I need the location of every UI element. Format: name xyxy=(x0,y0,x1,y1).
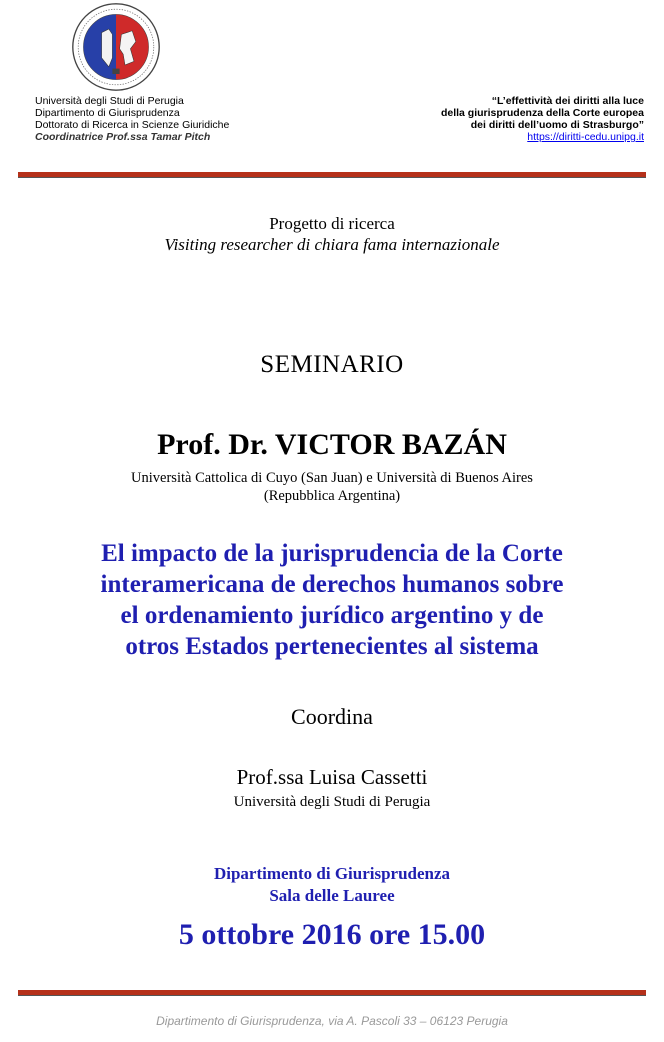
header-doctorate: Dottorato di Ricerca in Scienze Giuridiche xyxy=(35,119,230,131)
header-institution xyxy=(35,95,229,143)
footer-address: Dipartimento di Giurisprudenza, via A. Pascoli 33 – 06123 Perugia xyxy=(156,1014,508,1028)
speaker-affiliation-line-2: (Repubblica Argentina) xyxy=(263,488,401,504)
speaker-affiliation-line-1: Università Cattolica di Cuyo (San Juan) e Università di Buenos Aires xyxy=(131,470,533,486)
header-project-line-1: “L’effettività dei diritti alla luce xyxy=(491,95,644,107)
seminar-title-line-3: el ordenamiento jurídico argentino y de xyxy=(120,602,544,629)
coordinator-label: Coordina xyxy=(291,704,373,729)
project-label: Progetto di ricerca xyxy=(269,214,395,233)
seminar-title xyxy=(0,538,664,662)
header-project-line-3: dei diritti dell’uomo di Strasburgo” xyxy=(470,119,644,131)
event-type: SEMINARIO xyxy=(260,351,404,378)
university-seal-icon xyxy=(71,2,161,92)
seminar-title-line-2: interamericana de derechos humanos sobre xyxy=(100,571,564,598)
header-project-title xyxy=(441,95,644,143)
event-date: 5 ottobre 2016 ore 15.00 xyxy=(178,918,486,951)
seminar-title-line-1: El impacto de la jurisprudencia de la Corte xyxy=(101,540,563,567)
header-department: Dipartimento di Giurisprudenza xyxy=(35,107,180,119)
bottom-divider xyxy=(18,990,646,996)
coordinator-name: Prof.ssa Luisa Cassetti xyxy=(236,765,428,789)
speaker-affiliation xyxy=(0,469,664,505)
top-divider xyxy=(18,172,646,178)
venue-department: Dipartimento di Giurisprudenza xyxy=(213,864,451,883)
header-coordinator: Coordinatrice Prof.ssa Tamar Pitch xyxy=(35,131,211,143)
coordinator-university: Università degli Studi di Perugia xyxy=(233,794,431,810)
seminar-title-line-4: otros Estados pertenecientes al sistema xyxy=(125,633,539,660)
header-university: Università degli Studi di Perugia xyxy=(35,95,184,107)
venue xyxy=(0,863,664,907)
speaker-name: Prof. Dr. VICTOR BAZÁN xyxy=(157,428,507,461)
project-subtitle: Visiting researcher di chiara fama internazionale xyxy=(164,235,500,254)
venue-room: Sala delle Lauree xyxy=(269,886,395,905)
header-project-line-2: della giurisprudenza della Corte europea xyxy=(440,107,644,119)
project-website-link[interactable]: https://diritti-cedu.unipg.it xyxy=(527,131,644,143)
research-project xyxy=(0,213,664,255)
